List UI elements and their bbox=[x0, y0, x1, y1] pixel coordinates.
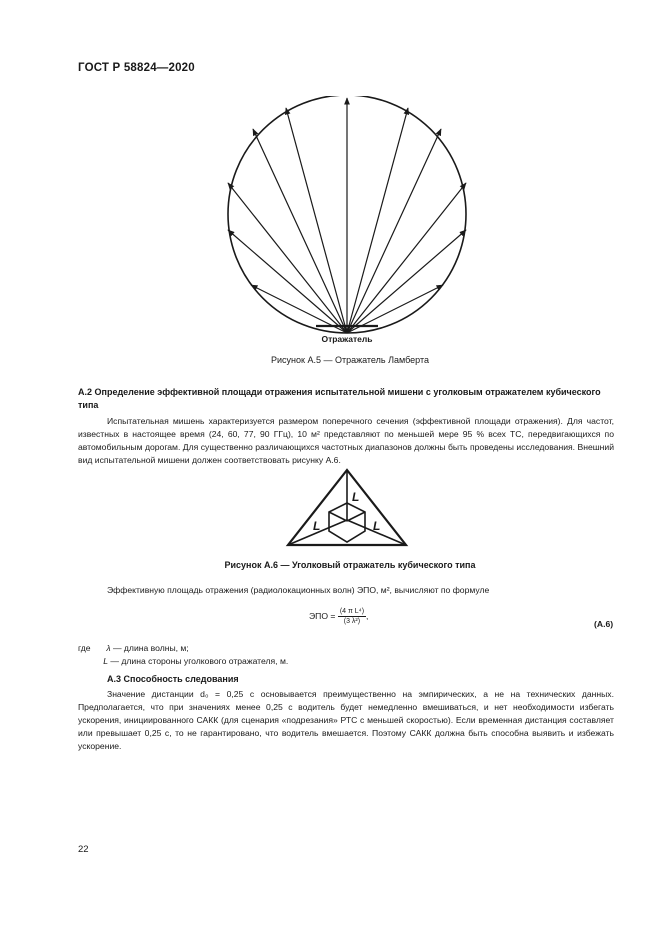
edge-label-left: L bbox=[313, 519, 321, 533]
formula-intro: Эффективную площадь отражения (радиолокационных волн) ЭПО, м², вычисляют по формуле bbox=[107, 585, 490, 595]
section-a2-paragraph: Испытательная мишень характеризуется размером поперечного сечения (эффективной площади отражения). Для частот, известных в настоящее время (24, 60, 77, 90 ГГц), 10 м² представляют по меньшей мере 95 % всех ТС, передвигающихся по автомобильным дорогам. Для существенно различающихся частотных диапазонов должны быть проведены исследования. Внешний вид испытательной мишени должен соответствовать рисунку А.6. bbox=[78, 416, 614, 465]
section-a2-title: А.2 Определение эффективной площади отражения испытательной мишени с уголковым отражателем кубического типа bbox=[78, 387, 601, 410]
lambert-reflector-figure bbox=[220, 96, 480, 346]
reflection-rays bbox=[228, 98, 466, 333]
figure-5-caption: Рисунок А.5 — Отражатель Ламберта bbox=[271, 355, 429, 365]
figure-6-caption: Рисунок А.6 — Уголковый отражатель кубического типа bbox=[224, 560, 476, 570]
reflector-label: Отражатель bbox=[321, 334, 373, 344]
where-item-L bbox=[78, 655, 288, 668]
symbol-lambda: λ bbox=[106, 643, 111, 653]
equation-a6 bbox=[309, 608, 368, 625]
edge-label-top: L bbox=[352, 490, 360, 504]
equation-fraction bbox=[338, 608, 369, 625]
cube-corner-reflector-figure bbox=[285, 468, 415, 548]
cube-lines bbox=[288, 470, 406, 545]
equation-numerator: (4 π L⁴) bbox=[339, 608, 365, 615]
equation-denominator: (3 λ²) bbox=[343, 618, 361, 625]
where-intro: где bbox=[78, 643, 91, 653]
definition-L: — длина стороны уголкового отражателя, м. bbox=[110, 656, 289, 666]
definition-lambda: — длина волны, м; bbox=[112, 643, 189, 653]
page-number: 22 bbox=[78, 844, 89, 855]
where-item-lambda bbox=[78, 642, 189, 655]
edge-label-right: L bbox=[373, 519, 381, 533]
equation-trail: , bbox=[366, 610, 369, 621]
equation-lhs: ЭПО = bbox=[309, 610, 336, 621]
section-a3-paragraph: Значение дистанции d₀ = 0,25 с основывается преимущественно на эмпирических, а не на технических данных. Предполагается, что при значениях менее 0,25 с водитель будет немедленно вмешиваться, и нет необходимости избегать ускорения, инициированного САКК (для сценария «подрезания» РТС с меньшей скоростью). Если временная дистанция составляет или превышает 0,25 с, то не гарантировано, что водитель вмешается. Поэтому САКК должна быть способна выявить и избежать ускорение. bbox=[78, 689, 614, 751]
symbol-L: L bbox=[103, 656, 108, 666]
section-a3-title: А.3 Способность следования bbox=[107, 674, 239, 684]
document-header: ГОСТ Р 58824—2020 bbox=[78, 62, 195, 74]
equation-number: (А.6) bbox=[594, 619, 614, 629]
